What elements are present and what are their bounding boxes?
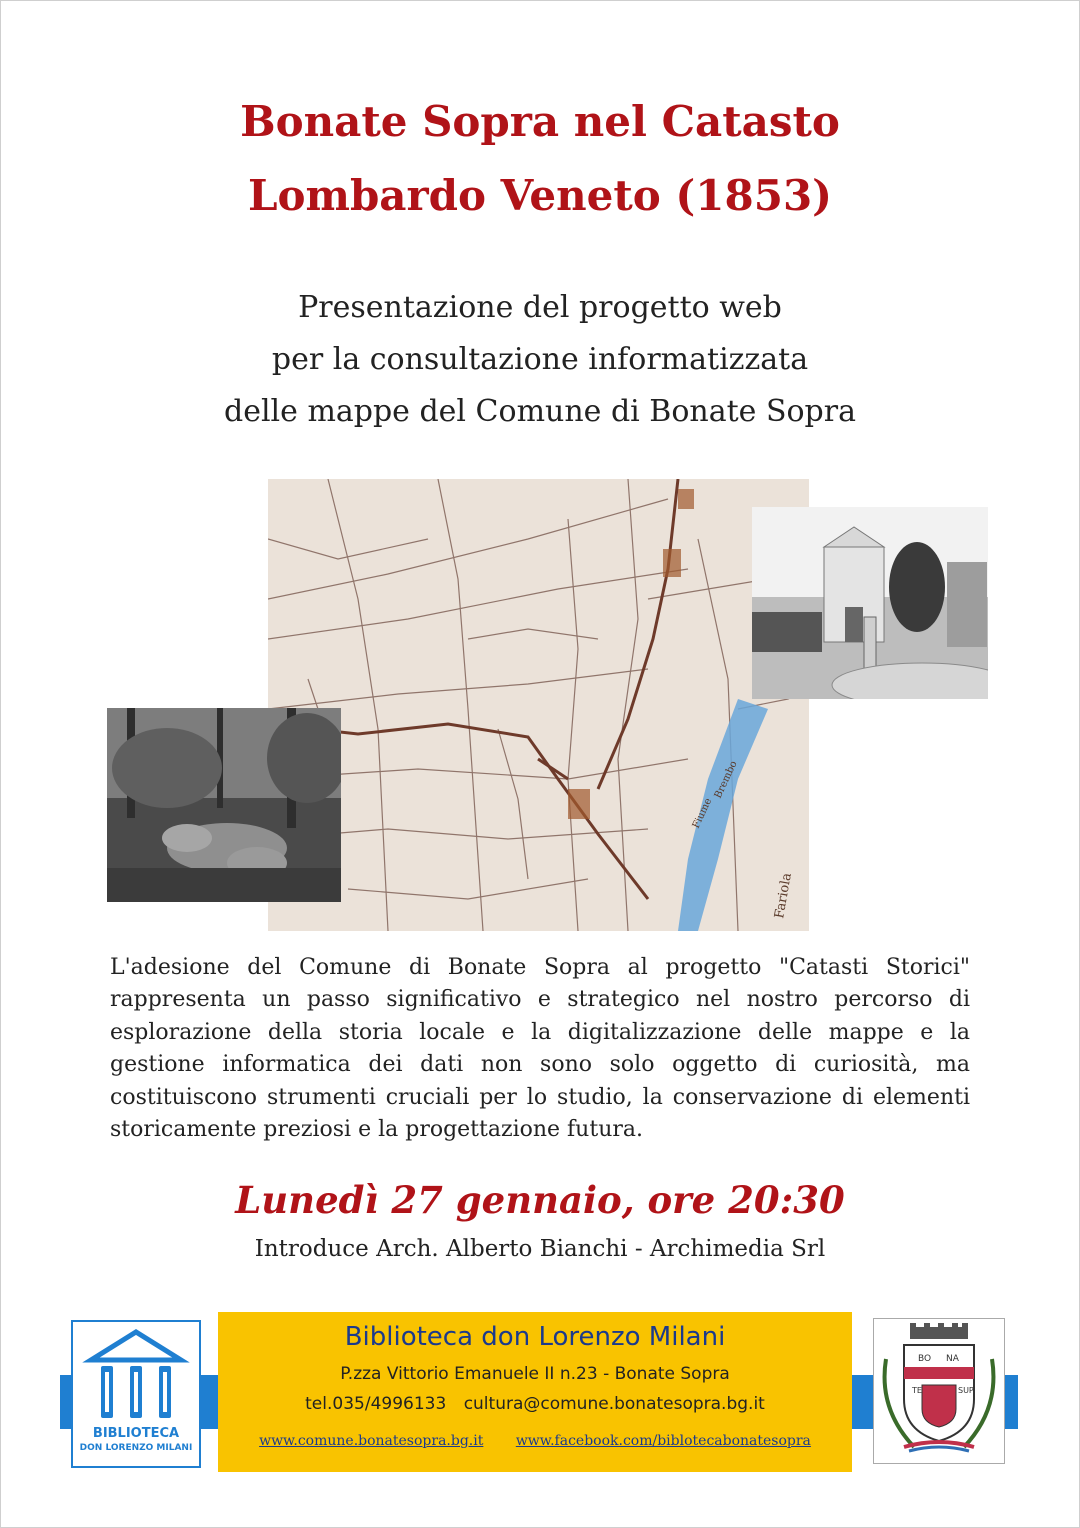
event-date: Lunedì 27 gennaio, ore 20:30 bbox=[235, 1178, 845, 1222]
library-logo-line-1: BIBLIOTECA bbox=[92, 1426, 180, 1441]
title-line-2: Lombardo Veneto (1853) bbox=[247, 171, 833, 220]
subtitle-line-1: Presentazione del progetto web bbox=[298, 290, 782, 325]
crest-text-3: TE bbox=[912, 1386, 922, 1395]
library-address: P.zza Vittorio Emanuele II n.23 - Bonate Sopra bbox=[340, 1364, 730, 1384]
crest-text-2: NA bbox=[946, 1354, 959, 1364]
map-label-fariola: Fariola bbox=[772, 871, 795, 920]
library-building-icon bbox=[73, 1322, 199, 1422]
subtitle-line-2: per la consultazione informatizzata bbox=[271, 342, 809, 377]
map-label-brembo: Brembo bbox=[712, 759, 740, 801]
library-email[interactable]: cultura@comune.bonatesopra.bg.it bbox=[463, 1394, 765, 1414]
garden-photo bbox=[107, 708, 341, 902]
cadastral-map-image bbox=[268, 479, 809, 931]
church-photo bbox=[752, 507, 988, 699]
link-facebook[interactable]: www.facebook.com/biblotecabonatesopra bbox=[515, 1433, 811, 1449]
link-comune[interactable]: www.comune.bonatesopra.bg.it bbox=[259, 1433, 484, 1449]
subtitle-line-3: delle mappe del Comune di Bonate Sopra bbox=[224, 394, 856, 429]
library-logo-line-2: DON LORENZO MILANI bbox=[79, 1443, 193, 1453]
library-name: Biblioteca don Lorenzo Milani bbox=[344, 1322, 726, 1352]
crest-text-4: SUP bbox=[958, 1386, 974, 1395]
map-label-fiume: Fiume bbox=[690, 796, 715, 831]
crest-text-1: BO bbox=[918, 1354, 932, 1364]
library-logo bbox=[71, 1320, 201, 1468]
event-introducer: Introduce Arch. Alberto Bianchi - Archimedia Srl bbox=[254, 1236, 826, 1262]
crest-icon bbox=[874, 1319, 1004, 1463]
library-phone: tel.035/4996133 bbox=[305, 1394, 447, 1414]
library-info-box bbox=[218, 1312, 852, 1472]
library-links bbox=[218, 1433, 852, 1449]
library-contacts bbox=[218, 1394, 852, 1414]
municipal-crest bbox=[873, 1318, 1005, 1464]
description-paragraph: L'adesione del Comune di Bonate Sopra al progetto "Catasti Storici" rappresenta un passo significativo e strategico nel nostro percorso di esplorazione della storia locale e la digitalizzazione delle mappe e la gestione informatica dei dati non sono solo oggetto di curiosità, ma costituiscono strumenti cruciali per lo studio, la conservazione di elementi storicamente preziosi e la progettazione futura. bbox=[110, 955, 970, 1143]
title-line-1: Bonate Sopra nel Catasto bbox=[240, 97, 840, 146]
